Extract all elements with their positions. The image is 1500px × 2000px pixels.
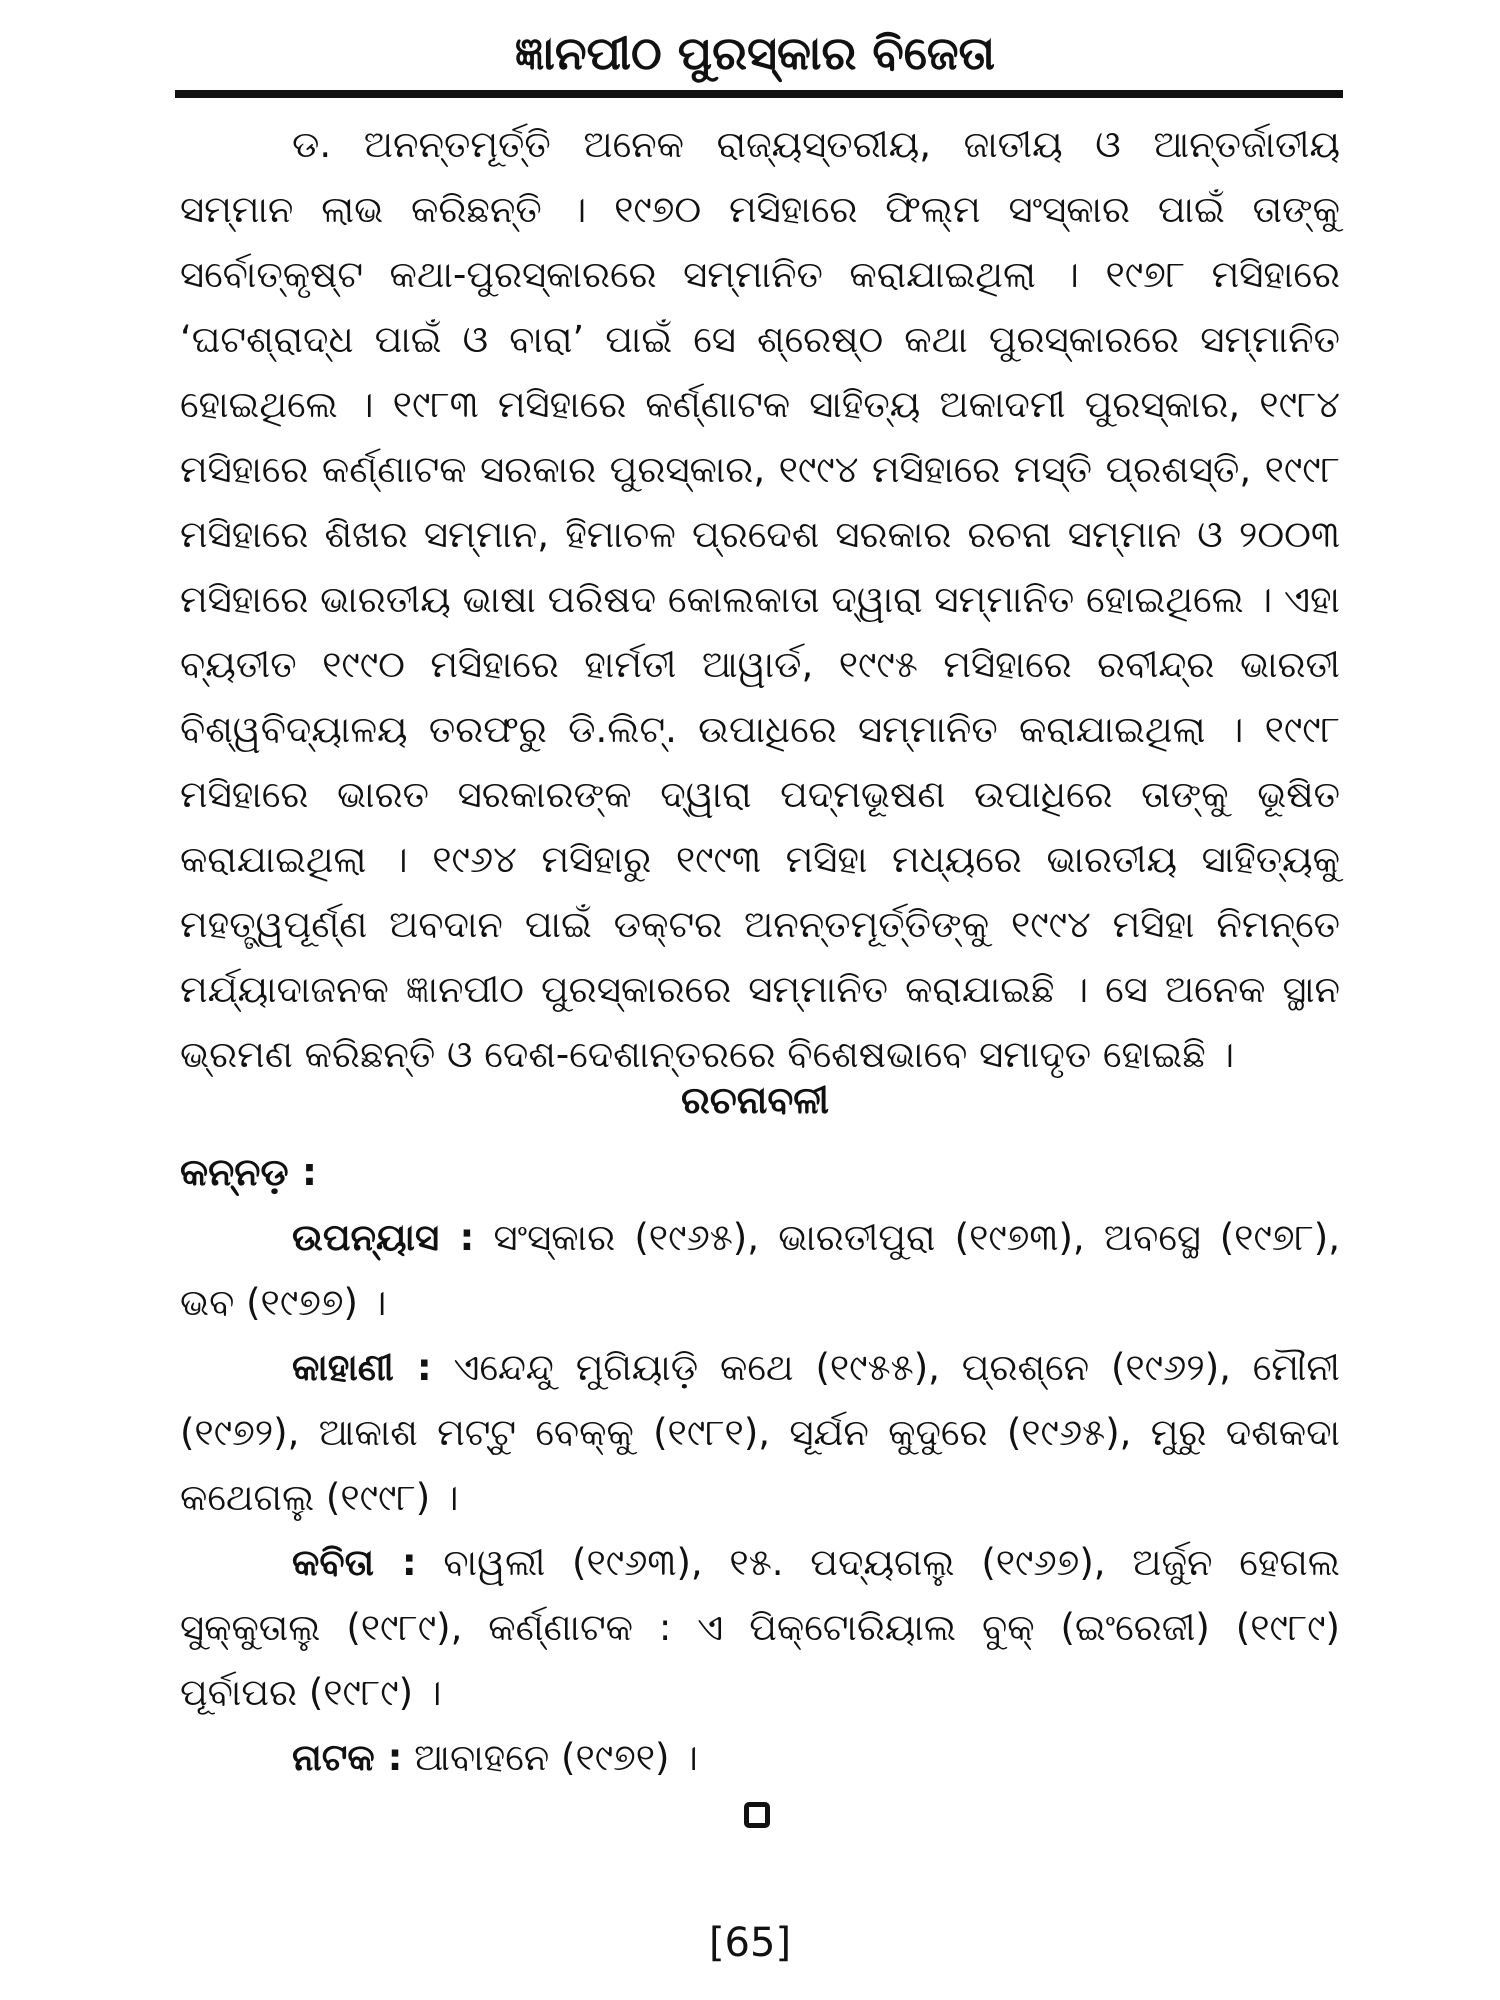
entry-text: ସଂସ୍କାର (୧୯୬୫), ଭାରତୀପୁରା (୧୯୭୩), ଅବସ୍ଥେ (୧୯୭୮), ଭବ (୧୯୭୭) । bbox=[180, 1216, 1340, 1324]
works-entry-stories bbox=[180, 1335, 1340, 1530]
entry-label: କାହାଣୀ : bbox=[292, 1346, 432, 1389]
language-label: କନ୍ନଡ଼ : bbox=[180, 1150, 318, 1194]
entry-text: ବାୱଲୀ (୧୯୬୩), ୧୫. ପଦ୍ୟଗଲୁ (୧୯୬୭), ଅର୍ଜୁନ ହେଗଲ ସୁକ୍କୁତାଲୁ (୧୯୮୯), କର୍ଣ୍ଣାଟକ : ଏ ପିକ୍‌ଟୋରିୟାଲ ବୁକ୍ (ଇଂରେଜୀ) (୧୯୮୯) ପୂର୍ବାପର (୧୯୮୯) । bbox=[180, 1541, 1340, 1714]
page-number: [65] bbox=[708, 1920, 792, 1966]
works-entry-novels bbox=[180, 1205, 1340, 1335]
works-list bbox=[180, 1205, 1340, 1790]
header-rule bbox=[175, 90, 1343, 98]
awards-paragraph: ଡ. ଅନନ୍ତମୂର୍ତ୍ତି ଅନେକ ରାଜ୍ୟସ୍ତରୀୟ, ଜାତୀୟ ଓ ଆନ୍ତର୍ଜାତୀୟ ସମ୍ମାନ ଲାଭ କରିଛନ୍ତି । ୧୯୭୦ ମସିହାରେ ଫିଲ୍ମ ସଂସ୍କାର ପାଇଁ ତାଙ୍କୁ ସର୍ବୋତ୍କୃଷ୍ଟ କଥା-ପୁରସ୍କାରରେ ସମ୍ମାନିତ କରାଯାଇଥିଲା । ୧୯୭୮ ମସିହାରେ ‘ଘଟଶ୍ରାଦ୍ଧ ପାଇଁ ଓ ବାରା’ ପାଇଁ ସେ ଶ୍ରେଷ୍ଠ କଥା ପୁରସ୍କାରରେ ସମ୍ମାନିତ ହୋଇଥିଲେ । ୧୯୮୩ ମସିହାରେ କର୍ଣ୍ଣାଟକ ସାହିତ୍ୟ ଅକାଦମୀ ପୁରସ୍କାର, ୧୯୮୪ ମସିହାରେ କର୍ଣ୍ଣାଟକ ସରକାର ପୁରସ୍କାର, ୧୯୯୪ ମସିହାରେ ମସ୍ତି ପ୍ରଶସ୍ତି, ୧୯୯୮ ମସିହାରେ ଶିଖର ସମ୍ମାନ, ହିମାଚଳ ପ୍ରଦେଶ ସରକାର ରଚନା ସମ୍ମାନ ଓ ୨୦୦୩ ମସିହାରେ ଭାରତୀୟ ଭାଷା ପରିଷଦ କୋଲକାତା ଦ୍ୱାରା ସମ୍ମାନିତ ହୋଇଥିଲେ । ଏହା ବ୍ୟତୀତ ୧୯୯୦ ମସିହାରେ ହାର୍ମତୀ ଆୱାର୍ଡ, ୧୯୯୫ ମସିହାରେ ରବୀନ୍ଦ୍ର ଭାରତୀ ବିଶ୍ୱବିଦ୍ୟାଳୟ ତରଫରୁ ଡି.ଲିଟ୍. ଉପାଧିରେ ସମ୍ମାନିତ କରାଯାଇଥିଲା । ୧୯୯୮ ମସିହାରେ ଭାରତ ସରକାରଙ୍କ ଦ୍ୱାରା ପଦ୍ମଭୂଷଣ ଉପାଧିରେ ତାଙ୍କୁ ଭୂଷିତ କରାଯାଇଥିଲା । ୧୯୬୪ ମସିହାରୁ ୧୯୯୩ ମସିହା ମଧ୍ୟରେ ଭାରତୀୟ ସାହିତ୍ୟକୁ ମହତ୍ତ୍ୱପୂର୍ଣ୍ଣ ଅବଦାନ ପାଇଁ ଡକ୍ଟର ଅନନ୍ତମୂର୍ତ୍ତିଙ୍କୁ ୧୯୯୪ ମସିହା ନିମନ୍ତେ ମର୍ଯ୍ୟାଦାଜନକ ଜ୍ଞାନପୀଠ ପୁରସ୍କାରରେ ସମ୍ମାନିତ କରାଯାଇଛି । ସେ ଅନେକ ସ୍ଥାନ ଭ୍ରମଣ କରିଛନ୍ତି ଓ ଦେଶ-ଦେଶାନ୍ତରରେ ବିଶେଷଭାବେ ସମାଦୃତ ହୋଇଛି । bbox=[180, 123, 1340, 1076]
entry-label: ନାଟକ : bbox=[292, 1736, 403, 1779]
entry-text: ଏନ୍ଦେନ୍ଦୁ ମୁଗିୟାଡ଼ି କଥେ (୧୯୫୫), ପ୍ରଶ୍ନେ (୧୯୬୨), ମୌନୀ (୧୯୭୨), ଆକାଶ ମଟ୍ଟୁ ବେକ୍କୁ (୧୯୮୧), ସୂର୍ଯନ କୁଦୁରେ (୧୯୬୫), ମୁରୁ ଦଶକଦା କଥେଗଲୁ (୧୯୯୮) । bbox=[180, 1346, 1340, 1519]
running-header: ଜ୍ଞାନପୀଠ ପୁରସ୍କାର ବିଜେତା bbox=[514, 26, 996, 80]
entry-text: ଆବାହନେ (୧୯୭୧) । bbox=[402, 1736, 698, 1779]
works-entry-poetry bbox=[180, 1530, 1340, 1725]
section-end-square-icon bbox=[744, 1802, 770, 1828]
works-entry-drama bbox=[180, 1725, 1340, 1790]
entry-label: କବିତା : bbox=[292, 1541, 417, 1584]
section-title: ରଚନାବଳୀ bbox=[680, 1078, 829, 1122]
entry-label: ଉପନ୍ୟାସ : bbox=[292, 1216, 475, 1259]
